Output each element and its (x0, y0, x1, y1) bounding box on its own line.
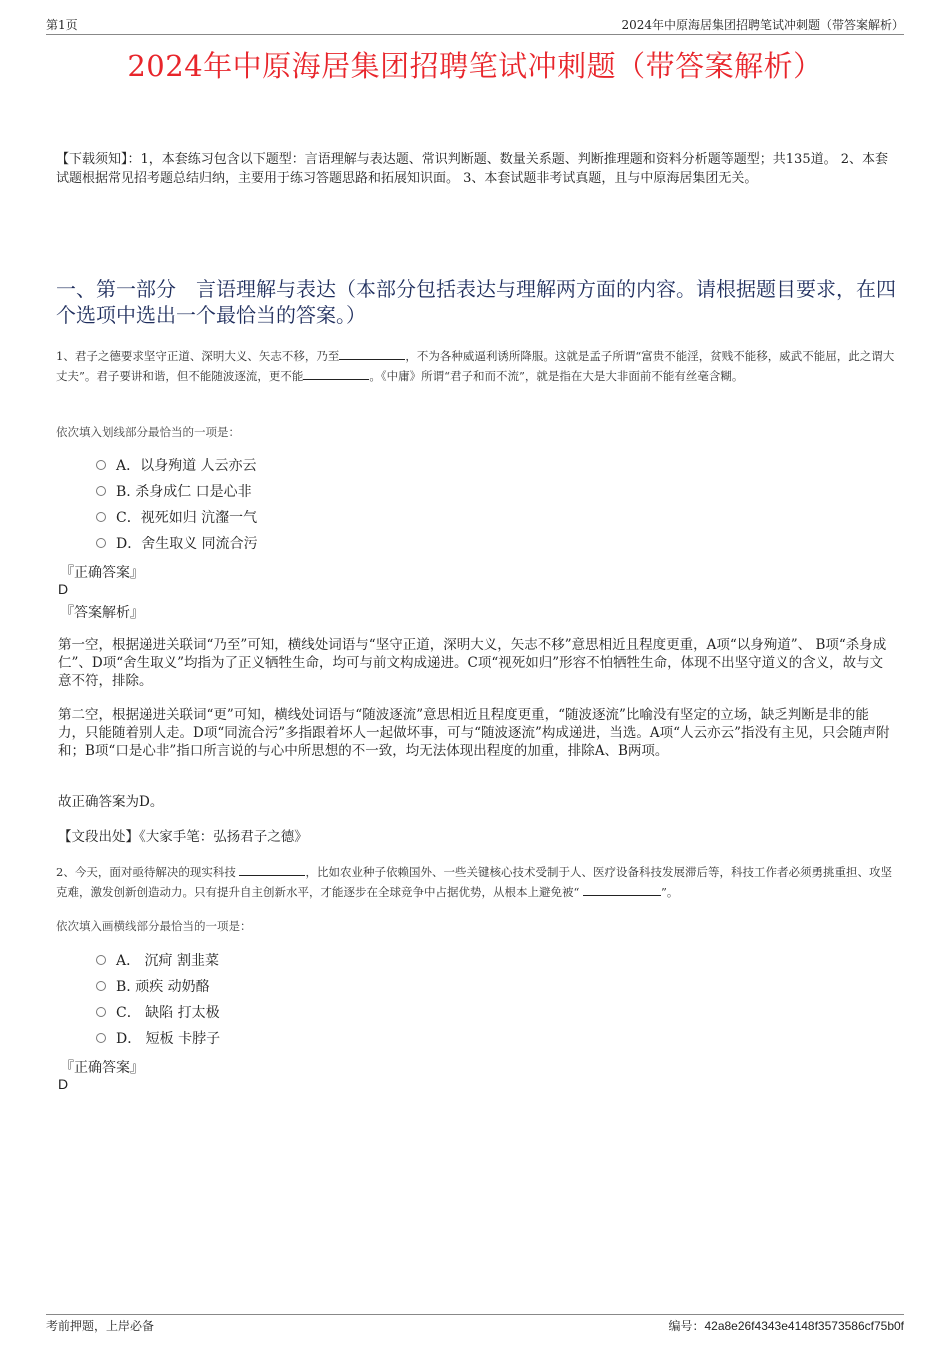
analysis-paragraph-1: 第一空，根据递进关联词“乃至”可知，横线处词语与“坚守正道，深明大义，矢志不移”意思相近且程度更重，A项“以身殉道”、 B项“杀身成仁”、D项“舍生取义”均指为了正义牺牲生命，均可与前文构成递进。C项“视死如归”形容不怕牺牲生命，体现不出坚守道义的含义，故与文意不符，排除。 (58, 637, 887, 689)
question-1-blank-2 (303, 367, 369, 380)
header-doc-title: 2024年中原海居集团招聘笔试冲刺题（带答案解析） (621, 18, 904, 32)
question-2-text-a: 2、今天，面对亟待解决的现实科技 (56, 865, 240, 879)
footer-slogan: 考前押题，上岸必备 (46, 1319, 155, 1333)
radio-icon[interactable] (96, 1033, 106, 1043)
radio-icon[interactable] (96, 512, 106, 522)
correct-answer-label: 『正确答案』 (60, 565, 144, 581)
radio-icon[interactable] (96, 486, 106, 496)
option-b[interactable]: B. 顽疾 动奶酪 (96, 974, 220, 1000)
page-number: 第1页 (46, 18, 78, 32)
question-1-instruction: 依次填入划线部分最恰当的一项是： (56, 425, 240, 439)
option-a[interactable]: A． 沉疴 割韭菜 (96, 948, 220, 974)
radio-icon[interactable] (96, 538, 106, 548)
question-2-blank-2 (583, 883, 661, 896)
question-2-text-c: ”。 (661, 885, 679, 899)
question-1-text-a: 1、君子之德要求坚守正道、深明大义、矢志不移，乃至 (56, 349, 340, 363)
page-header (46, 14, 904, 35)
page-footer (46, 1314, 904, 1331)
correct-answer: D (58, 1076, 69, 1092)
correct-answer-label: 『正确答案』 (60, 1060, 144, 1076)
radio-icon[interactable] (96, 460, 106, 470)
question-1-blank-1 (339, 347, 405, 360)
question-2-text-b: ，比如农业种子依赖国外、一些关键核心技术受制于人、医疗设备科技发展滞后等，科技工作者必须勇挑重担、攻坚克难，激发创新创造动力。只有提升自主创新水平，才能逐步在全球竞争中占据优势，从根本上避免被“ (56, 865, 892, 899)
document-title: 2024年中原海居集团招聘笔试冲刺题（带答案解析） (127, 49, 823, 83)
question-1-text-c: 。《中庸》所谓“君子和而不流”，就是指在大是大非面前不能有丝毫含糊。 (369, 369, 744, 383)
option-d[interactable]: D．舍生取义 同流合污 (96, 531, 258, 557)
option-d[interactable]: D． 短板 卡脖子 (96, 1026, 220, 1052)
question-2-options (96, 948, 220, 1052)
option-a[interactable]: A．以身殉道 人云亦云 (96, 453, 258, 479)
option-c[interactable]: C．视死如归 沆瀣一气 (96, 505, 258, 531)
correct-answer: D (58, 581, 69, 597)
radio-icon[interactable] (96, 981, 106, 991)
download-notice: 【下载须知】：1，本套练习包含以下题型：言语理解与表达题、常识判断题、数量关系题、判断推理题和资料分析题等题型；共135道。 2、本套试题根据常见招考题总结归纳，主要用于练习答题思路和拓展知识面。 3、本套试题非考试真题，且与中原海居集团无关。 (56, 152, 888, 186)
radio-icon[interactable] (96, 955, 106, 965)
question-1-options (96, 453, 258, 557)
passage-source: 【文段出处】《大家手笔：弘扬君子之德》 (58, 829, 308, 845)
section-heading: 一、第一部分 言语理解与表达（本部分包括表达与理解两方面的内容。请根据题目要求，在四个选项中选出一个最恰当的答案。） (56, 277, 896, 327)
question-2-blank-1 (239, 863, 305, 876)
analysis-label: 『答案解析』 (60, 605, 144, 621)
question-2-stem (56, 862, 898, 902)
analysis-paragraph-2: 第二空，根据递进关联词“更”可知，横线处词语与“随波逐流”意思相近且程度更重，“随波逐流”比喻没有坚定的立场，缺乏判断是非的能力，只能随着别人走。D项“同流合污”多指跟着坏人一起做坏事，可与“随波逐流”构成递进，当选。A项“人云亦云”指没有主见，只会随声附和；B项“口是心非”指口所言说的与心中所思想的不一致，均无法体现出程度的加重，排除A、B两项。 (58, 707, 890, 759)
question-2-instruction: 依次填入画横线部分最恰当的一项是： (56, 919, 252, 933)
analysis-conclusion: 故正确答案为D。 (58, 794, 164, 810)
option-c[interactable]: C． 缺陷 打太极 (96, 1000, 220, 1026)
document-code: 编号：42a8e26f4343e4148f3573586cf75b0f (668, 1319, 904, 1333)
option-b[interactable]: B. 杀身成仁 口是心非 (96, 479, 258, 505)
question-1-stem (56, 346, 898, 386)
radio-icon[interactable] (96, 1007, 106, 1017)
question-1-text-b: ，不为各种威逼利诱所降服。这就是孟子所谓“富贵不能淫，贫贱不能移，威武不能屈，此之谓大丈夫”。君子要讲和谐，但不能随波逐流，更不能 (56, 349, 895, 383)
